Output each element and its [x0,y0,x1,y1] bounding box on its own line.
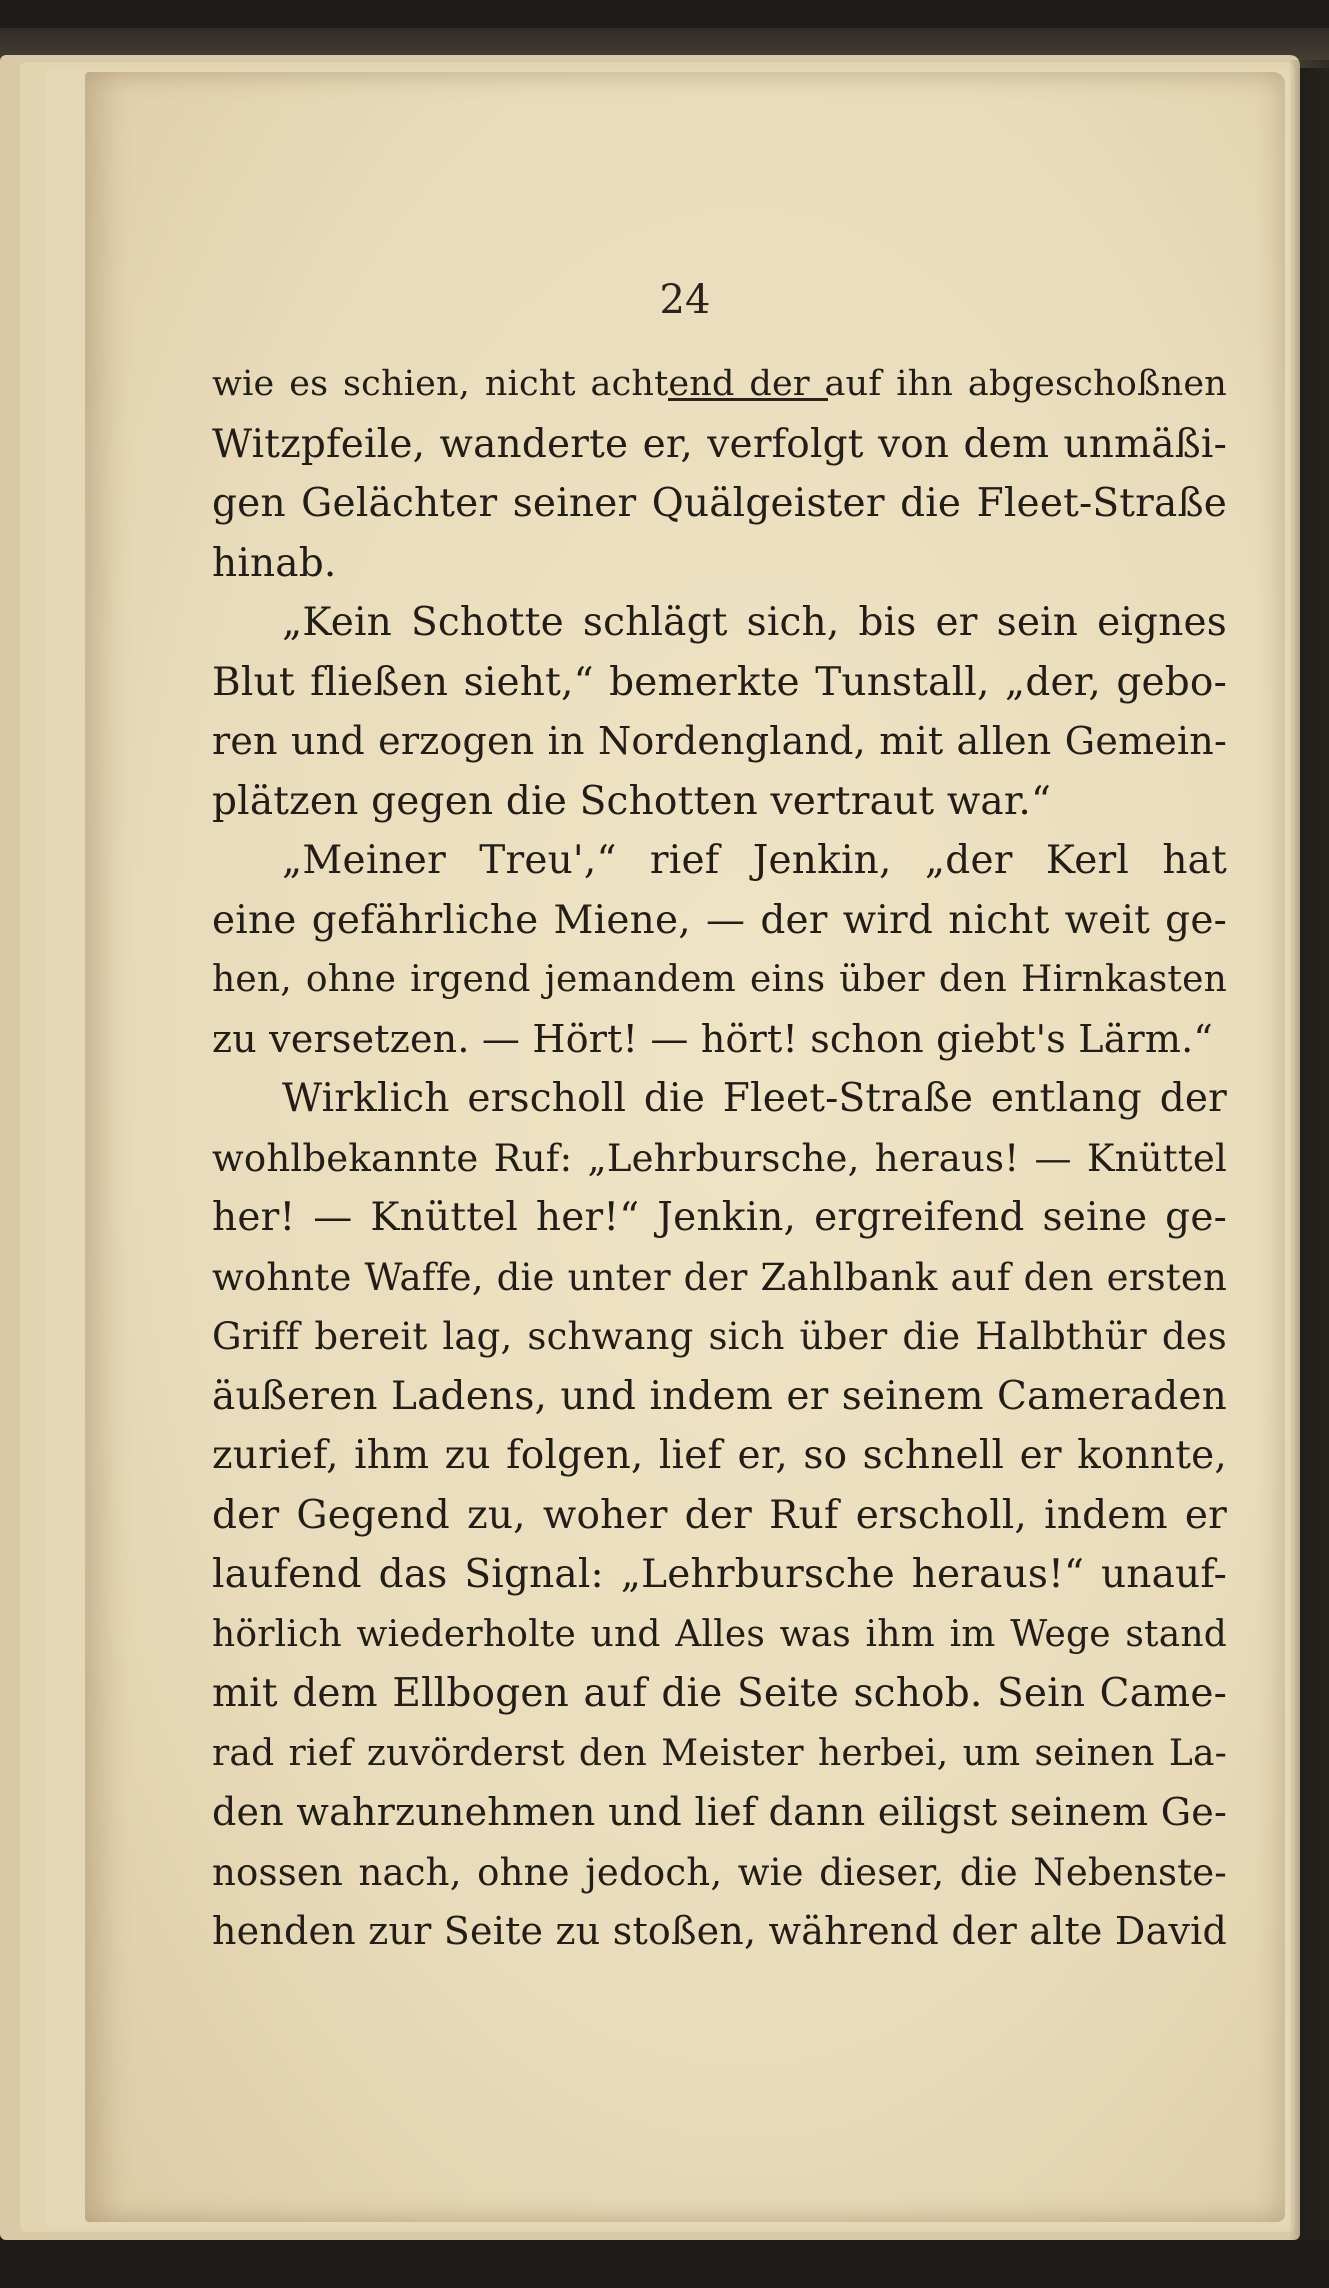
text-line: nossen nach, ohne jedoch, wie dieser, die Nebenste- [212,1850,1227,1894]
binding-shadow [1289,60,1329,2240]
text-line: eine gefährliche Miene, — der wird nicht weit ge- [212,897,1227,943]
text-line: Wirklich erscholl die Fleet-Straße entlang der [282,1076,1227,1121]
text-line: Witzpfeile, wanderte er, verfolgt von dem unmäßi- [212,421,1227,467]
page-number: 24 [659,277,711,323]
text-line: Griff bereit lag, schwang sich über die Halbthür des [212,1315,1227,1358]
text-line: zurief, ihm zu folgen, lief er, so schnell er konnte, [212,1433,1227,1478]
text-line: laufend das Signal: „Lehrbursche heraus!“ unauf- [212,1552,1227,1597]
text-line: der Gegend zu, woher der Ruf erscholl, indem er [212,1492,1227,1538]
text-line: den wahrzunehmen und lief dann eiligst seinem Ge- [212,1790,1227,1834]
text-line: mit dem Ellbogen auf die Seite schob. Sein Came- [212,1671,1227,1716]
text-line: Blut fließen sieht,“ bemerkte Tunstall, „der, gebo- [212,659,1227,705]
text-line: wohnte Waffe, die unter der Zahlbank auf den ersten [212,1255,1227,1299]
text-line: zu versetzen. — Hört! — hört! schon giebt's Lärm.“ [212,1016,1214,1061]
text-line: hörlich wiederholte und Alles was ihm im Wege stand [212,1613,1227,1655]
body-text [212,355,1227,1962]
text-line: wie es schien, nicht achtend der auf ihn abgeschoßnen [212,364,1227,404]
text-line: her! — Knüttel her!“ Jenkin, ergreifend seine ge- [212,1195,1227,1240]
text-line: hinab. [212,540,337,586]
text-line: äußeren Ladens, und indem er seinem Cameraden [212,1373,1227,1419]
text-line: hen, ohne irgend jemandem eins über den Hirnkasten [212,959,1227,1000]
text-line: ren und erzogen in Nordengland, mit allen Gemein- [212,719,1227,763]
text-line: „Meiner Treu',“ rief Jenkin, „der Kerl hat [282,838,1227,883]
text-line: „Kein Schotte schlägt sich, bis er sein eignes [282,600,1227,645]
text-line: gen Gelächter seiner Quälgeister die Fleet-Straße [212,481,1227,526]
text-line: wohlbekannte Ruf: „Lehrbursche, heraus! — Knüttel [212,1136,1227,1180]
text-line: rad rief zuvörderst den Meister herbei, um seinen La- [212,1732,1227,1774]
text-line: plätzen gegen die Schotten vertraut war.“ [212,778,1052,824]
text-line: henden zur Seite zu stoßen, während der alte David [212,1909,1227,1953]
